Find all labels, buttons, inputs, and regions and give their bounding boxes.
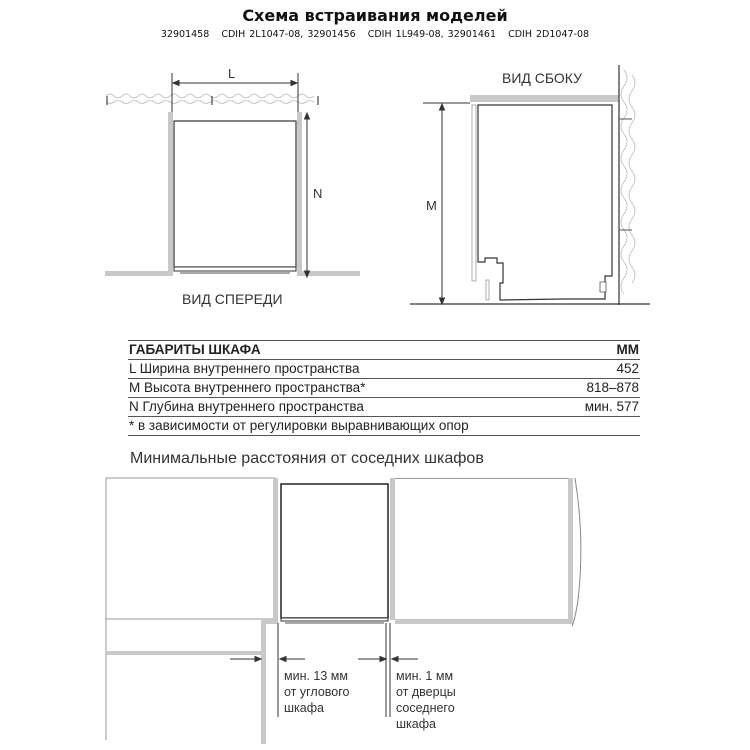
spec-row	[128, 379, 640, 398]
spec-row-label: M Высота внутреннего пространства*	[129, 380, 366, 395]
min-distances-title: Минимальные расстояния от соседних шкафов	[130, 450, 484, 467]
dim-label-N: N	[313, 186, 323, 201]
note-corner-cabinet	[284, 668, 350, 716]
spec-row	[128, 360, 640, 379]
spec-row-value: мин. 577	[584, 399, 639, 414]
spec-row	[128, 398, 640, 417]
note-adjacent-door	[396, 668, 456, 732]
spec-row-label: L Ширина внутреннего пространства	[129, 361, 360, 376]
spec-header-label: ГАБАРИТЫ ШКАФА	[129, 342, 261, 357]
note-line: шкафа	[284, 701, 324, 715]
spec-table	[128, 340, 640, 436]
side-view-label: ВИД СБОКУ	[502, 70, 583, 86]
note-line: соседнего	[396, 701, 455, 715]
spec-footnote	[128, 417, 640, 436]
spec-header-unit: ММ	[616, 342, 639, 357]
spec-row-value: 818–878	[586, 380, 639, 395]
diagram-title: Схема встраивания моделей	[242, 6, 508, 25]
note-line: мин. 13 мм	[284, 669, 348, 683]
note-line: мин. 1 мм	[396, 669, 454, 683]
spec-row-label: N Глубина внутреннего пространства	[129, 399, 364, 414]
dim-label-L: L	[228, 66, 236, 81]
note-line: шкафа	[396, 717, 436, 731]
spec-row-value: 452	[616, 361, 639, 376]
appliance-front	[174, 121, 296, 267]
front-view-label: ВИД СПЕРЕДИ	[182, 291, 283, 307]
countertop-side	[470, 95, 619, 102]
dim-label-M: M	[426, 198, 437, 213]
spec-footnote-text: * в зависимости от регулировки выравнивающих опор	[129, 418, 469, 433]
note-line: от дверцы	[396, 685, 456, 699]
countertop-texture	[106, 94, 314, 104]
appliance-plan	[281, 484, 388, 618]
model-list: 32901458 CDIH 2L1047-08, 32901456 CDIH 1L949-08, 32901461 CDIH 2D1047-08	[160, 29, 590, 40]
spec-header	[128, 340, 640, 360]
note-line: от углового	[284, 685, 350, 699]
appliance-side	[478, 105, 612, 300]
